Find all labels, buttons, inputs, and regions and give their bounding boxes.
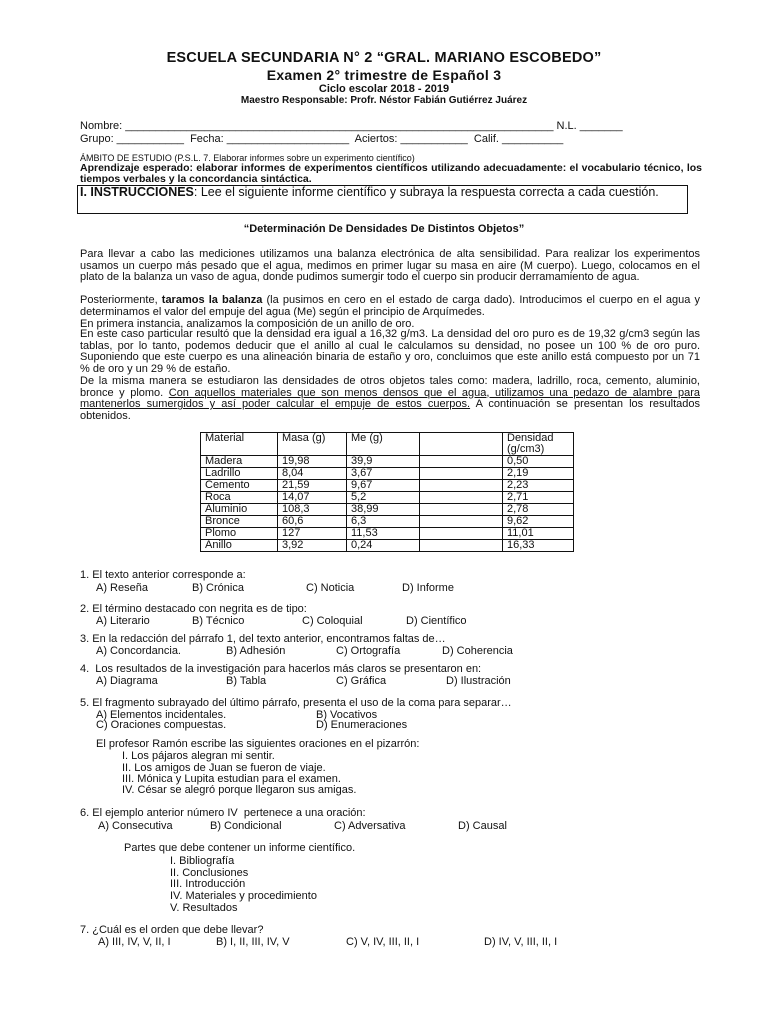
q6-option-c[interactable]: C) Adversativa — [334, 820, 406, 832]
q2-option-b[interactable]: B) Técnico — [192, 615, 245, 627]
table-row — [201, 516, 574, 528]
table-cell: 0,50 — [503, 456, 574, 468]
instructions-box — [77, 185, 688, 214]
q5-option-c[interactable]: C) Oraciones compuestas. — [96, 719, 227, 731]
table-cell: 3,67 — [347, 468, 420, 480]
table-cell: Cemento — [201, 480, 278, 492]
p5-text-a: De la misma manera se estudiaron las densidades de otros objetos tales como: madera, ladrillo, roca, cemento, aluminio, bronce y plomo. — [80, 375, 700, 399]
table-cell: 39,9 — [347, 456, 420, 468]
exam-title: Examen 2° trimestre de Español 3 — [266, 67, 502, 83]
q7-option-b[interactable]: B) I, II, III, IV, V — [216, 936, 290, 948]
table-cell: Roca — [201, 492, 278, 504]
table-cell: Madera — [201, 456, 278, 468]
table-cell — [420, 540, 503, 552]
q3-option-b[interactable]: B) Adhesión — [226, 645, 286, 657]
table-cell — [420, 492, 503, 504]
p2-text-a: Posteriormente, — [80, 294, 162, 306]
q1-option-a[interactable]: A) Reseña — [96, 582, 148, 594]
sentence-4: IV. César se alegró porque llegaron sus amigas. — [122, 784, 357, 796]
sentence-2: II. Los amigos de Juan se fueron de viaje. — [122, 762, 326, 774]
table-cell: 21,59 — [278, 480, 347, 492]
scope-ambito: ÁMBITO DE ESTUDIO (P.S.L. 7. Elaborar informes sobre un experimento científico) — [80, 153, 415, 163]
q4-option-a[interactable]: A) Diagrama — [96, 675, 158, 687]
table-cell: 6,3 — [347, 516, 420, 528]
part-5: V. Resultados — [170, 902, 238, 914]
p5-text-b: A continuación se presentan los resultados obtenidos. — [80, 398, 700, 422]
table-cell: 8,04 — [278, 468, 347, 480]
q3-option-a[interactable]: A) Concordancia. — [96, 645, 181, 657]
part-4: IV. Materiales y procedimiento — [170, 890, 317, 902]
part-3: III. Introducción — [170, 878, 246, 890]
question-7: 7. ¿Cuál es el orden que debe llevar? — [80, 924, 264, 936]
q5-option-a[interactable]: A) Elementos incidentales. — [96, 709, 227, 721]
table-header-cell: Material — [201, 433, 278, 456]
table-cell: 16,33 — [503, 540, 574, 552]
table-row — [201, 468, 574, 480]
q4-option-b[interactable]: B) Tabla — [226, 675, 267, 687]
table-cell: 9,62 — [503, 516, 574, 528]
instructions-label: I. INSTRUCCIONES — [80, 185, 194, 199]
parts-intro: Partes que debe contener un informe científico. — [124, 842, 356, 854]
q7-option-d[interactable]: D) IV, V, III, II, I — [484, 936, 558, 948]
sentence-1: I. Los pájaros alegran mi sentir. — [122, 750, 275, 762]
report-title: “Determinación De Densidades De Distintos Objetos” — [243, 223, 525, 235]
q6-option-b[interactable]: B) Condicional — [210, 820, 282, 832]
table-cell: 38,99 — [347, 504, 420, 516]
q4-option-c[interactable]: C) Gráfica — [336, 675, 387, 687]
question-3: 3. En la redacción del párrafo 1, del texto anterior, encontramos faltas de… — [80, 633, 446, 645]
report-paragraph-2 — [80, 295, 700, 318]
q6-option-d[interactable]: D) Causal — [458, 820, 507, 832]
table-cell: 19,98 — [278, 456, 347, 468]
q5-option-d[interactable]: D) Enumeraciones — [316, 719, 408, 731]
table-cell: 2,78 — [503, 504, 574, 516]
table-header-row — [201, 433, 574, 456]
part-1: I. Bibliografía — [170, 855, 235, 867]
table-row — [201, 456, 574, 468]
sentence-3: III. Mónica y Lupita estudian para el examen. — [122, 773, 341, 785]
table-cell: Aluminio — [201, 504, 278, 516]
technical-term-bold: taramos la balanza — [161, 294, 263, 306]
table-row — [201, 480, 574, 492]
table-row — [201, 540, 574, 552]
table-cell: Ladrillo — [201, 468, 278, 480]
q3-option-d[interactable]: D) Coherencia — [442, 645, 513, 657]
question-6: 6. El ejemplo anterior número IV pertenece a una oración: — [80, 807, 366, 819]
question-2: 2. El término destacado con negrita es de tipo: — [80, 603, 307, 615]
q7-option-a[interactable]: A) III, IV, V, II, I — [98, 936, 171, 948]
q4-option-d[interactable]: D) Ilustración — [446, 675, 511, 687]
table-header-cell — [420, 433, 503, 456]
table-row — [201, 492, 574, 504]
table-header-cell: Masa (g) — [278, 433, 347, 456]
table-row — [201, 504, 574, 516]
q1-option-d[interactable]: D) Informe — [402, 582, 454, 594]
q1-option-b[interactable]: B) Crónica — [192, 582, 244, 594]
report-paragraph-5 — [80, 376, 700, 422]
q7-option-c[interactable]: C) V, IV, III, II, I — [346, 936, 420, 948]
table-cell: 2,19 — [503, 468, 574, 480]
q3-option-c[interactable]: C) Ortografía — [336, 645, 401, 657]
table-cell: 2,23 — [503, 480, 574, 492]
q5-option-b[interactable]: B) Vocativos — [316, 709, 378, 721]
results-table — [200, 432, 574, 552]
table-cell: 14,07 — [278, 492, 347, 504]
table-cell: Bronce — [201, 516, 278, 528]
table-cell — [420, 504, 503, 516]
learning-objective: Aprendizaje esperado: elaborar informes de experimentos científicos utilizando adecuadamente: el vocabulario técnico, los tiempos verbales y la concordancia sintáctica. — [80, 162, 702, 185]
q2-option-a[interactable]: A) Literario — [96, 615, 150, 627]
q6-option-a[interactable]: A) Consecutiva — [98, 820, 173, 832]
question-4: 4. Los resultados de la investigación para hacerlos más claros se presentaron en: — [80, 663, 482, 675]
q2-option-d[interactable]: D) Científico — [406, 615, 467, 627]
school-name: ESCUELA SECUNDARIA N° 2 “GRAL. MARIANO ESCOBEDO” — [166, 50, 602, 66]
ramon-intro: El profesor Ramón escribe las siguientes oraciones en el pizarrón: — [96, 738, 420, 750]
table-cell: 60,6 — [278, 516, 347, 528]
table-cell: 0,24 — [347, 540, 420, 552]
p2-text-b: (la pusimos en cero en el estado de carga dado). Introducimos el cuerpo en el agua y determinamos el valor del empuje del agua (Me) según el principio de Arquímedes. — [80, 294, 700, 318]
table-cell: 9,67 — [347, 480, 420, 492]
teacher-name: Maestro Responsable: Profr. Néstor Fabián Gutiérrez Juárez — [240, 95, 528, 106]
question-5: 5. El fragmento subrayado del último párrafo, presenta el uso de la coma para separar… — [80, 697, 512, 709]
table-cell: 3,92 — [278, 540, 347, 552]
table-cell: 2,71 — [503, 492, 574, 504]
table-header-cell: Me (g) — [347, 433, 420, 456]
school-cycle: Ciclo escolar 2018 - 2019 — [318, 83, 450, 95]
underlined-fragment: Con aquellos materiales que son menos densos que el agua, utilizamos una pedazo de alambre para mantenerlos sumergidos y así poder calcular el empuje de estos cuerpos. — [80, 386, 700, 411]
table-cell — [420, 528, 503, 540]
group-field-line[interactable]: Grupo: ___________ Fecha: ____________________ Aciertos: ___________ Calif. __________ — [80, 133, 564, 145]
table-cell: 127 — [278, 528, 347, 540]
table-cell: Plomo — [201, 528, 278, 540]
table-row — [201, 528, 574, 540]
report-paragraph-1: Para llevar a cabo las mediciones utilizamos una balanza electrónica de alta sensibilidad. Para realizar los experimentos usamos un cuerpo más pesado que el agua, medimos en primer lugar su masa en aire (M cuerpo). Luego, colocamos en el plato de la balanza un vaso de agua, donde pudimos sumergir todo el cuerpo sin producir derramamiento de agua. — [80, 248, 700, 284]
table-cell — [420, 456, 503, 468]
report-paragraph-3: En primera instancia, analizamos la composición de un anillo de oro. — [80, 318, 415, 330]
table-cell — [420, 516, 503, 528]
table-cell: Anillo — [201, 540, 278, 552]
instructions-text: : Lee el siguiente informe científico y subraya la respuesta correcta a cada cuestión. — [193, 185, 659, 199]
report-paragraph-4: En este caso particular resultó que la densidad era igual a 16,32 g/m3. La densidad del oro puro es de 19,32 g/cm3 según las tablas, por lo tanto, podemos deducir que el anillo al cual le calculamos su densidad, no posee un 100 % de oro puro. Suponiendo que este cuerpo es una alineación binaria de estaño y oro, concluimos que este anillo está compuesto por un 71 % de oro y un 29 % de estaño. — [80, 328, 700, 375]
table-cell: 11,01 — [503, 528, 574, 540]
q2-option-c[interactable]: C) Coloquial — [302, 615, 363, 627]
table-cell — [420, 480, 503, 492]
name-field-line[interactable]: Nombre: ______________________________________________________________________ N.L. _______ — [80, 120, 623, 132]
part-2: II. Conclusiones — [170, 867, 249, 879]
table-cell: 108,3 — [278, 504, 347, 516]
table-cell — [420, 468, 503, 480]
table-cell: 11,53 — [347, 528, 420, 540]
table-header-cell: Densidad (g/cm3) — [503, 433, 574, 456]
question-1: 1. El texto anterior corresponde a: — [80, 569, 246, 581]
q1-option-c[interactable]: C) Noticia — [306, 582, 355, 594]
table-cell: 5,2 — [347, 492, 420, 504]
